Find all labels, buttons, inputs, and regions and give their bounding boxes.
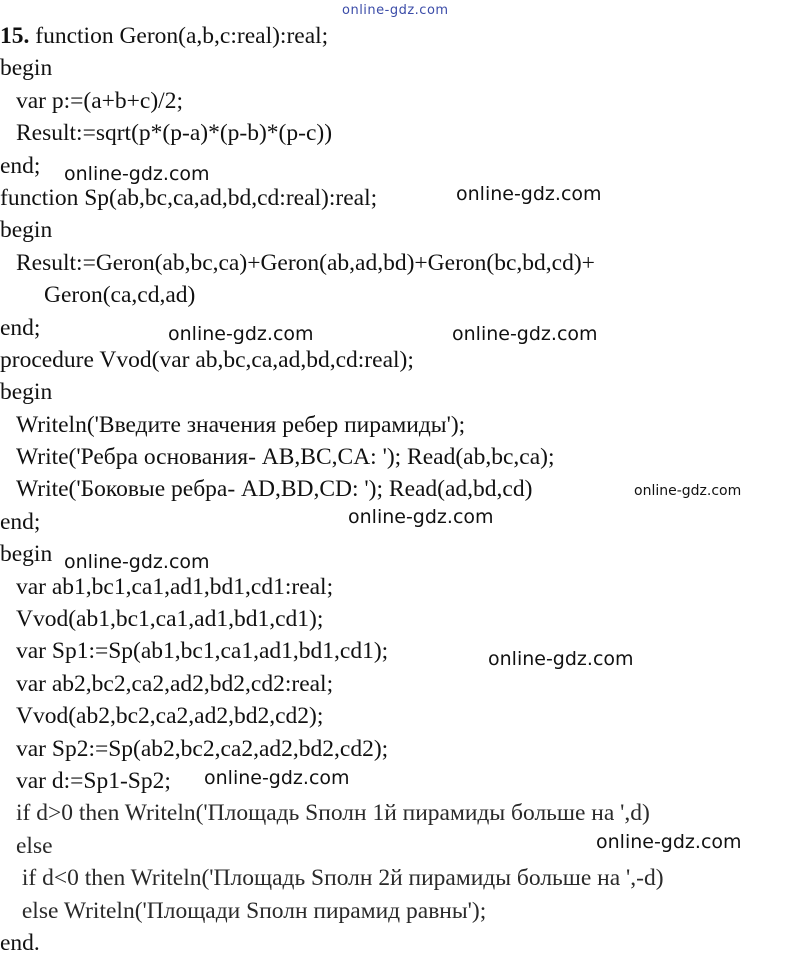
watermark: online-gdz.com bbox=[64, 551, 210, 573]
code-line: end; bbox=[0, 152, 41, 179]
code-line: end; bbox=[0, 314, 41, 341]
code-line: begin bbox=[0, 541, 53, 568]
code-line: Result:=sqrt(p*(p-a)*(p-b)*(p-c)) bbox=[16, 120, 333, 147]
code-line: begin bbox=[0, 217, 53, 244]
code-line: var ab1,bc1,ca1,ad1,bd1,cd1:real; bbox=[16, 573, 334, 600]
watermark: online-gdz.com bbox=[168, 323, 314, 345]
code-line: var Sp1:=Sp(ab1,bc1,ca1,ad1,bd1,cd1); bbox=[16, 638, 389, 665]
watermark: online-gdz.com bbox=[348, 506, 494, 528]
watermark: online-gdz.com bbox=[456, 183, 602, 205]
code-line: var Sp2:=Sp(ab2,bc2,ca2,ad2,bd2,cd2); bbox=[16, 735, 389, 762]
watermark: online-gdz.com bbox=[204, 767, 350, 789]
code-line: var d:=Sp1-Sp2; bbox=[16, 767, 171, 794]
code-line: procedure Vvod(var ab,bc,ca,ad,bd,cd:real); bbox=[0, 346, 414, 373]
watermark: online-gdz.com bbox=[488, 648, 634, 670]
code-line: var ab2,bc2,ca2,ad2,bd2,cd2:real; bbox=[16, 670, 334, 697]
code-line: if d<0 then Writeln('Площадь Sполн 2й пирамиды больше на ',-d) bbox=[16, 865, 664, 892]
code-line: Write('Ребра основания- AB,BC,CA: '); Read(ab,bc,ca); bbox=[16, 444, 555, 471]
task-number: 15. bbox=[0, 23, 30, 49]
code-line bbox=[0, 20, 805, 52]
code-line: begin bbox=[0, 379, 53, 406]
code-line: end. bbox=[0, 929, 40, 956]
code-line: Result:=Geron(ab,bc,ca)+Geron(ab,ad,bd)+Geron(bc,bd,cd)+ bbox=[16, 249, 595, 276]
code-line: Writeln('Введите значения ребер пирамиды'); bbox=[16, 411, 466, 438]
watermark: online-gdz.com bbox=[596, 831, 742, 853]
watermark: online-gdz.com bbox=[64, 163, 210, 185]
code-line: end; bbox=[0, 508, 41, 535]
code-line: if d>0 then Writeln('Площадь Sполн 1й пирамиды больше на ',d) bbox=[16, 800, 650, 827]
code-line: Write('Боковые ребра- AD,BD,CD: '); Read(ad,bd,cd) bbox=[16, 476, 533, 503]
code-line: begin bbox=[0, 55, 53, 82]
code-line-text: function Geron(a,b,c:real):real; bbox=[35, 23, 329, 49]
code-line: Geron(ca,cd,ad) bbox=[44, 282, 196, 309]
code-line: else Writeln('Площади Sполн пирамид равны'); bbox=[16, 897, 487, 924]
watermark: online-gdz.com bbox=[452, 323, 598, 345]
watermark: online-gdz.com bbox=[634, 483, 742, 499]
code-line: function Sp(ab,bc,ca,ad,bd,cd:real):real; bbox=[0, 184, 378, 211]
code-line: else bbox=[16, 832, 53, 859]
code-line: var p:=(a+b+c)/2; bbox=[16, 87, 183, 114]
watermark-top: online-gdz.com bbox=[342, 3, 449, 18]
code-line: Vvod(ab1,bc1,ca1,ad1,bd1,cd1); bbox=[16, 606, 324, 633]
code-line: Vvod(ab2,bc2,ca2,ad2,bd2,cd2); bbox=[16, 703, 324, 730]
